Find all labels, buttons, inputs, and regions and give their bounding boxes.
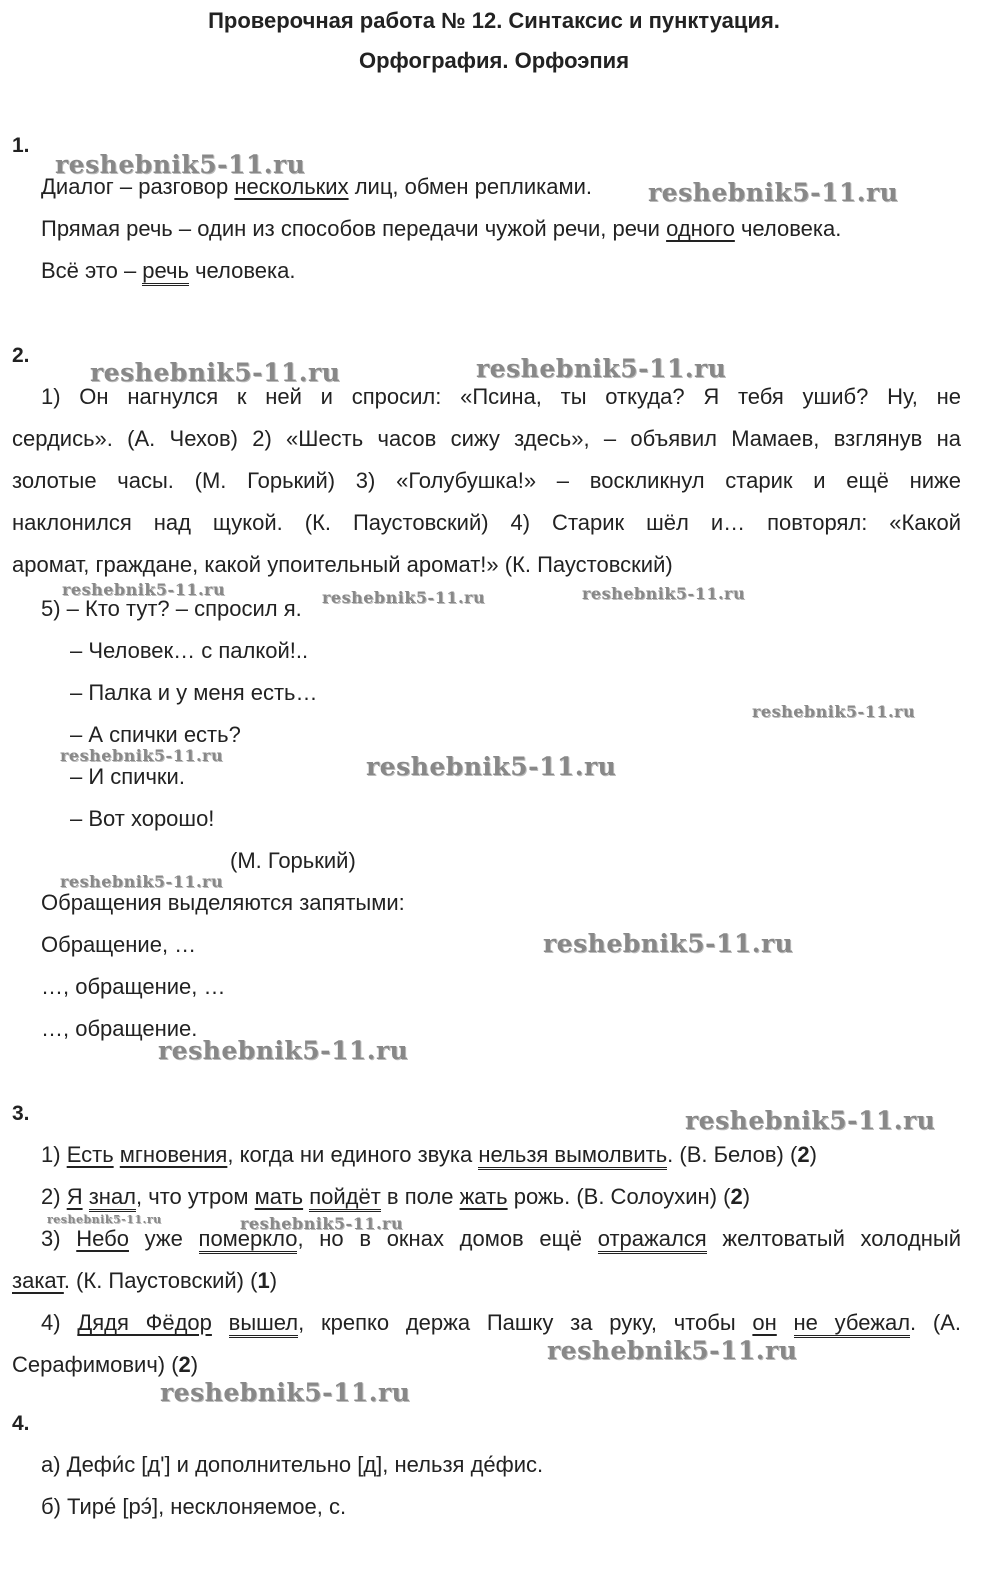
watermark: reshebnik5-11.ru	[47, 1213, 162, 1226]
s1-line-1: Диалог – разговор нескольких лиц, обмен репликами.	[41, 174, 592, 199]
watermark: reshebnik5-11.ru	[648, 178, 899, 207]
s2-para-line-3: золотые часы. (М. Горький) 3) «Голубушка!» – воскликнул старик и ещё ниже	[12, 468, 961, 493]
s2-dialog-1: 5) – Кто тут? – спросил я.	[41, 596, 302, 621]
page-title: Проверочная работа № 12. Синтаксис и пунктуация.	[208, 8, 780, 33]
s1-line-3: Всё это – речь человека.	[41, 258, 296, 284]
s2-author: (М. Горький)	[230, 848, 356, 873]
s2-rule-2: …, обращение, …	[41, 974, 226, 999]
s4-item-a: а) Дефи́с [д'] и дополнительно [д], нельзя де́фис.	[41, 1452, 544, 1477]
watermark: reshebnik5-11.ru	[543, 929, 794, 958]
s2-para-line-5: аромат, граждане, какой упоительный аромат!» (К. Паустовский)	[12, 552, 673, 577]
s2-para-line-2: сердись». (А. Чехов) 2) «Шесть часов сижу здесь», – объявил Мамаев, взглянув на	[12, 426, 961, 451]
s2-rule-1: Обращение, …	[41, 932, 197, 957]
s2-dialog-2: – Человек… с палкой!..	[70, 638, 309, 663]
s3-sentence-1: 1) Есть мгновения, когда ни единого звука нельзя вымолвить. (В. Белов) (2)	[41, 1142, 817, 1168]
watermark: reshebnik5-11.ru	[90, 358, 341, 387]
watermark: reshebnik5-11.ru	[547, 1336, 798, 1365]
watermark: reshebnik5-11.ru	[582, 584, 746, 603]
s3-sentence-4b: Серафимович) (2)	[12, 1352, 199, 1377]
watermark: reshebnik5-11.ru	[322, 588, 486, 607]
section-number-1: 1.	[12, 134, 30, 157]
watermark: reshebnik5-11.ru	[476, 354, 727, 383]
s2-rule-3: …, обращение.	[41, 1016, 198, 1041]
s2-para-line-1: 1) Он нагнулся к ней и спросил: «Псина, ты откуда? Я тебя ушиб? Ну, не	[41, 384, 961, 409]
s2-dialog-6: – Вот хорошо!	[70, 806, 215, 831]
watermark: reshebnik5-11.ru	[55, 150, 306, 179]
s2-dialog-3: – Палка и у меня есть…	[70, 680, 318, 705]
section-number-4: 4.	[12, 1412, 30, 1435]
watermark: reshebnik5-11.ru	[158, 1036, 409, 1065]
watermark: reshebnik5-11.ru	[160, 1378, 411, 1407]
watermark: reshebnik5-11.ru	[752, 702, 916, 721]
watermark: reshebnik5-11.ru	[60, 746, 224, 765]
section-number-3: 3.	[12, 1102, 30, 1125]
s2-para-line-4: наклонился над щукой. (К. Паустовский) 4) Старик шёл и… повторял: «Какой	[12, 510, 961, 535]
s3-sentence-2: 2) Я знал, что утром мать пойдёт в поле жать рожь. (В. Солоухин) (2)	[41, 1184, 750, 1210]
s3-sentence-4a: 4) Дядя Фёдор вышел, крепко держа Пашку за руку, чтобы он не убежал. (А.	[41, 1310, 961, 1336]
s2-rule: Обращения выделяются запятыми:	[41, 890, 405, 915]
watermark: reshebnik5-11.ru	[366, 752, 617, 781]
s3-sentence-3b: закат. (К. Паустовский) (1)	[12, 1268, 278, 1293]
s4-item-b: б) Тире́ [рэ́], несклоняемое, с.	[41, 1494, 347, 1519]
page-subtitle: Орфография. Орфоэпия	[358, 48, 630, 73]
s2-dialog-5: – И спички.	[70, 764, 185, 789]
watermark: reshebnik5-11.ru	[60, 872, 224, 891]
section-number-2: 2.	[12, 344, 30, 367]
watermark: reshebnik5-11.ru	[62, 580, 226, 599]
s3-sentence-3a: 3) Небо уже померкло, но в окнах домов ещё отражался желтоватый холодный	[41, 1226, 961, 1252]
watermark: reshebnik5-11.ru	[240, 1214, 404, 1233]
s2-dialog-4: – А спички есть?	[70, 722, 241, 747]
s1-line-2: Прямая речь – один из способов передачи чужой речи, речи одного человека.	[41, 216, 842, 241]
watermark: reshebnik5-11.ru	[685, 1106, 936, 1135]
